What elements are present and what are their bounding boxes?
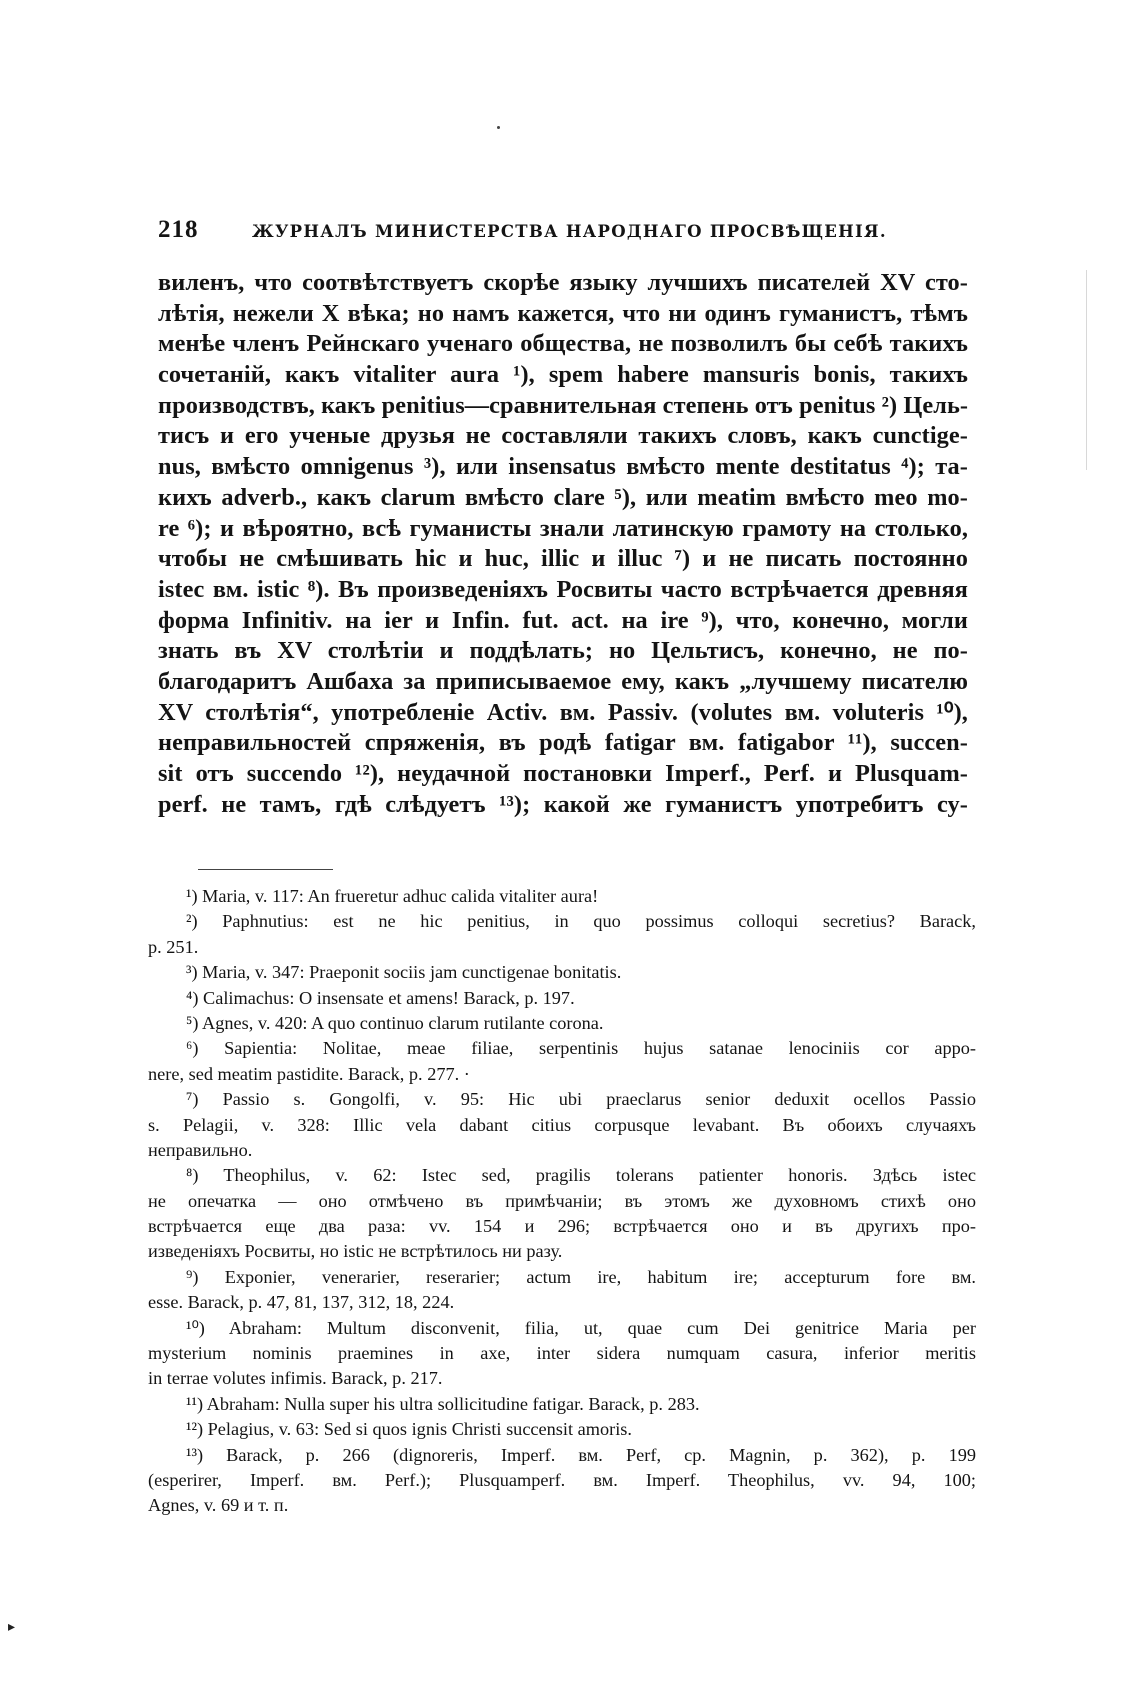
body-line: сочетаній, какъ vitaliter aura ¹), spem habere mansuris bonis, такихъ (158, 361, 968, 389)
body-line: лѣтія, нежели X вѣка; но намъ кажется, что ни одинъ гуманистъ, тѣмъ (158, 299, 968, 327)
body-line: неправильностей спряженія, въ родѣ fatigar вм. fatigabor ¹¹), succen- (158, 729, 968, 757)
footnote-line: не опечатка — оно отмѣчено въ примѣчаніи; въ этомъ же духовномъ стихѣ оно (148, 1190, 976, 1211)
body-line: менѣе членъ Рейнскаго ученаго общества, не позволилъ бы себѣ такихъ (158, 330, 968, 358)
footnote-12: ¹²) Pelagius, v. 63: Sed si quos ignis Christi succensit amoris. (186, 1419, 632, 1440)
footnote-line: изведеніяхъ Росвиты, но istic не встрѣтилось ни разу. (148, 1241, 563, 1262)
main-text (158, 268, 968, 820)
body-line: благодаритъ Ашбаха за приписываемое ему, какъ „лучшему писателю (158, 667, 968, 695)
page-number: 218 (158, 216, 199, 243)
footnote-2: ²) Paphnutius: est ne hic penitius, in quo possimus colloqui secretius? Barack, (186, 911, 976, 932)
running-title: ЖУРНАЛЪ МИНИСТЕРСТВА НАРОДНАГО ПРОСВѢЩЕНІЯ. (252, 222, 887, 241)
footnote-6: ⁶) Sapientia: Nolitae, meae filiae, serpentinis hujus satanae lenociniis cor appo- (186, 1038, 976, 1059)
body-line: sit отъ succendo ¹²), неудачной постановки Imperf., Perf. и Plusquam- (158, 760, 968, 787)
footnote-7: ⁷) Passio s. Gongolfi, v. 95: Hic ubi praeclarus senior deduxit ocellos Passio (186, 1089, 976, 1110)
footnote-11: ¹¹) Abraham: Nulla super his ultra sollicitudine fatigar. Barack, p. 283. (186, 1393, 700, 1414)
page-speck (497, 126, 500, 129)
body-line: чтобы не смѣшивать hic и huc, illic и illuc ⁷) и не писать постоянно (158, 545, 968, 573)
footnote-line: mysterium nominis praemines in axe, inter sidera numquam casura, inferior meritis (148, 1343, 976, 1364)
body-line: nus, вмѣсто omnigenus ³), или insensatus вмѣсто mente destitatus ⁴); та- (158, 453, 968, 481)
footnote-line: (esperirer, Imperf. вм. Perf.); Plusquamperf. вм. Imperf. Theophilus, vv. 94, 100; (148, 1469, 976, 1490)
body-line: тисъ и его ученые друзья не составляли такихъ словъ, какъ cunctige- (158, 422, 968, 450)
footnote-line: p. 251. (148, 936, 199, 957)
page-header (158, 216, 978, 252)
body-line: perf. не тамъ, гдѣ слѣдуетъ ¹³); какой же гуманистъ употребитъ су- (158, 790, 968, 818)
footnote-line: встрѣчается еще два раза: vv. 154 и 296; встрѣчается оно и въ другихъ про- (148, 1216, 976, 1237)
body-line: виленъ, что соотвѣтствуетъ скорѣе языку лучшихъ писателей XV сто- (158, 269, 968, 296)
body-line: знать въ XV столѣтіи и поддѣлать; но Цельтисъ, конечно, не по- (158, 637, 968, 665)
footnotes (148, 884, 976, 1519)
footnote-line: nere, sed meatim pastidite. Barack, p. 277. · (148, 1063, 470, 1084)
body-line: форма Infinitiv. на ier и Infin. fut. act. на ire ⁹), что, конечно, могли (158, 606, 968, 634)
footnote-line: Agnes, v. 69 и т. п. (148, 1495, 289, 1516)
footnote-line: s. Pelagii, v. 328: Illic vela dabant citius corpusque levabant. Въ обоихъ случаяхъ (148, 1114, 976, 1135)
footnote-4: ⁴) Calimachus: O insensate et amens! Barack, p. 197. (186, 987, 575, 1008)
footnote-13: ¹³) Barack, p. 266 (dignoreris, Imperf. вм. Perf, ср. Magnin, p. 362), p. 199 (186, 1444, 976, 1465)
footnote-9: ⁹) Exponier, venerarier, reserarier; actum ire, habitum ire; accepturum fore вм. (186, 1266, 976, 1287)
footnote-5: ⁵) Agnes, v. 420: A quo continuo clarum rutilante corona. (186, 1012, 604, 1033)
footnote-line: in terrae volutes infimis. Barack, p. 217. (148, 1368, 443, 1389)
footnote-8: ⁸) Theophilus, v. 62: Istec sed, pragilis tolerans patienter honoris. Здѣсь istec (186, 1165, 976, 1186)
footnote-separator-gap (168, 869, 198, 870)
footnote-line: неправильно. (148, 1139, 253, 1160)
footnote-10: ¹⁰) Abraham: Multum disconvenit, filia, ut, quae cum Dei genitrice Maria per (186, 1317, 976, 1338)
page-edge-shadow (1086, 270, 1087, 470)
footnote-line: esse. Barack, p. 47, 81, 137, 312, 18, 224. (148, 1292, 455, 1313)
margin-mark: ▸ (8, 1619, 16, 1635)
body-line: re ⁶); и вѣроятно, всѣ гуманисты знали латинскую грамоту на столько, (158, 514, 968, 542)
body-line: XV столѣтія“, употребленіе Activ. вм. Passiv. (volutes вм. voluteris ¹⁰), (158, 698, 968, 726)
footnote-3: ³) Maria, v. 347: Praeponit sociis jam cunctigenae bonitatis. (186, 962, 622, 983)
footnote-1: ¹) Maria, v. 117: An frueretur adhuc calida vitaliter aura! (186, 886, 599, 906)
body-line: кихъ adverb., какъ clarum вмѣсто clare ⁵), или meatim вмѣсто meo mo- (158, 483, 968, 511)
body-line: производствъ, какъ penitius—сравнительная степень отъ penitus ²) Цель- (158, 391, 969, 419)
body-line: istec вм. istic ⁸). Въ произведеніяхъ Росвиты часто встрѣчается древняя (158, 575, 968, 603)
